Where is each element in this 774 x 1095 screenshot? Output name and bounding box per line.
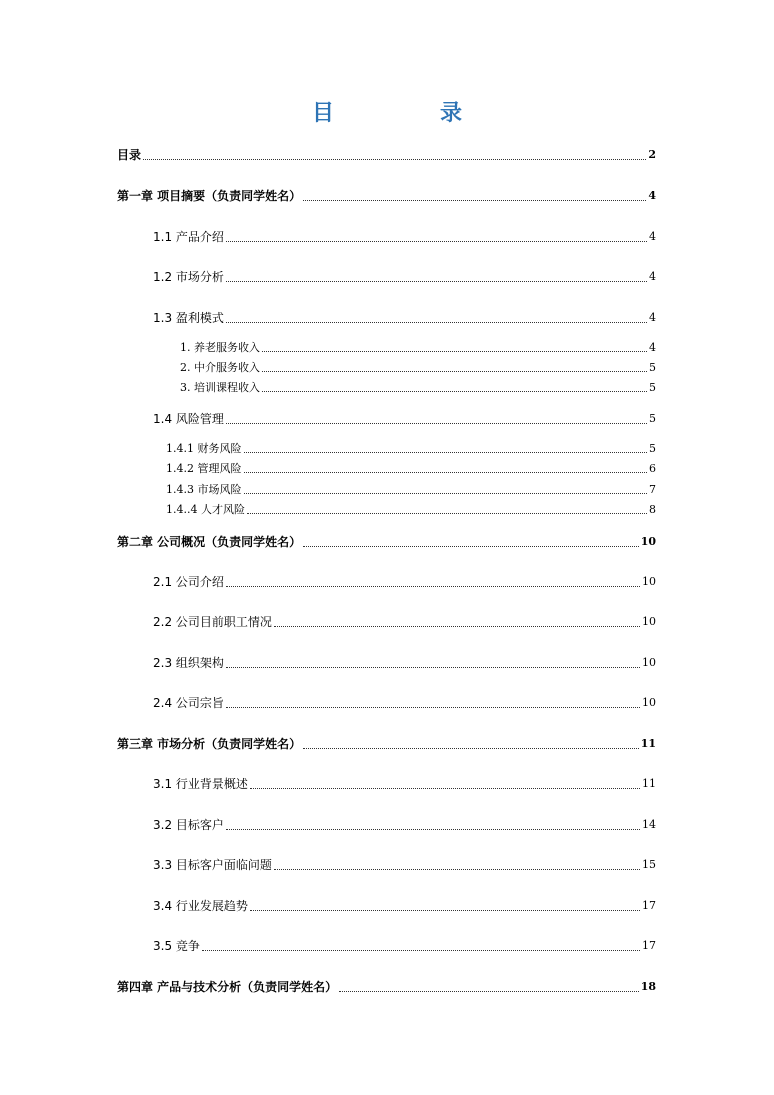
toc-entry-label: 1. 养老服务收入 (180, 341, 260, 354)
toc-page-number: 2 (648, 148, 656, 161)
toc-entry-section-1-2[interactable] (153, 268, 656, 286)
toc-entry-subsection-1-4-2[interactable] (166, 461, 656, 477)
dot-leader (250, 910, 640, 911)
toc-entry-section-2-2[interactable] (153, 613, 656, 631)
toc-entry-section-2-1[interactable] (153, 573, 656, 591)
toc-entry-section-3-2[interactable] (153, 816, 656, 834)
dot-leader (226, 423, 647, 424)
toc-entry-label: 3.3 目标客户面临问题 (153, 858, 272, 872)
toc-page-number: 10 (642, 575, 656, 588)
dot-leader (226, 322, 647, 323)
toc-entry-label: 2.1 公司介绍 (153, 575, 224, 589)
dot-leader (244, 472, 648, 473)
dot-leader (226, 829, 640, 830)
toc-entry-label: 2. 中介服务收入 (180, 361, 260, 374)
toc-page-number: 5 (649, 361, 656, 374)
dot-leader (262, 371, 647, 372)
toc-entry-label: 2.4 公司宗旨 (153, 696, 224, 710)
toc-page-number: 11 (640, 737, 656, 750)
toc-entry-label: 第三章 市场分析（负责同学姓名） (117, 737, 302, 751)
toc-entry-label: 1.4.1 财务风险 (166, 442, 242, 455)
toc-entry-contents[interactable] (117, 146, 656, 164)
toc-entry-section-1-3[interactable] (153, 309, 656, 327)
toc-entry-label: 1.1 产品介绍 (153, 230, 224, 244)
toc-entry-label: 3.4 行业发展趋势 (153, 899, 248, 913)
dot-leader (226, 586, 640, 587)
toc-entry-section-3-3[interactable] (153, 856, 656, 874)
toc-entry-label: 3.1 行业背景概述 (153, 777, 248, 791)
toc-entry-section-3-4[interactable] (153, 897, 656, 915)
toc-entry-subsection-1-4-4[interactable] (166, 502, 656, 518)
toc-page-number: 17 (642, 899, 656, 912)
dot-leader (274, 626, 640, 627)
toc-page-number: 4 (649, 311, 656, 324)
toc-entry-item-1[interactable] (180, 340, 656, 356)
toc-page-number: 10 (642, 696, 656, 709)
toc-entry-section-1-1[interactable] (153, 228, 656, 246)
toc-entry-section-2-3[interactable] (153, 654, 656, 672)
dot-leader (250, 788, 640, 789)
toc-entry-label: 1.4 风险管理 (153, 412, 224, 426)
dot-leader (226, 707, 640, 708)
toc-entry-label: 3.2 目标客户 (153, 818, 224, 832)
toc-entry-label: 1.3 盈利模式 (153, 311, 224, 325)
toc-entry-chapter-1[interactable] (117, 187, 656, 205)
toc-page-number: 14 (642, 818, 656, 831)
toc-entry-label: 3.5 竞争 (153, 939, 200, 953)
toc-entry-label: 3. 培训课程收入 (180, 381, 260, 394)
dot-leader (262, 391, 647, 392)
toc-entry-label: 1.4..4 人才风险 (166, 503, 245, 516)
toc-entry-section-3-1[interactable] (153, 775, 656, 793)
toc-page-number: 10 (642, 615, 656, 628)
toc-page-number: 15 (642, 858, 656, 871)
toc-entry-label: 1.2 市场分析 (153, 270, 224, 284)
toc-page-number: 5 (649, 442, 656, 455)
toc-page-number: 10 (640, 535, 656, 548)
toc-entry-subsection-1-4-1[interactable] (166, 441, 656, 457)
dot-leader (303, 546, 639, 547)
dot-leader (262, 351, 647, 352)
toc-entry-section-2-4[interactable] (153, 694, 656, 712)
toc-page-number: 4 (649, 270, 656, 283)
dot-leader (339, 991, 639, 992)
dot-leader (226, 241, 647, 242)
toc-entry-item-2[interactable] (180, 360, 656, 376)
dot-leader (244, 452, 648, 453)
toc-entry-section-1-4[interactable] (153, 410, 656, 428)
toc-entry-chapter-4[interactable] (117, 978, 656, 996)
toc-entry-item-3[interactable] (180, 380, 656, 396)
toc-page-number: 17 (642, 939, 656, 952)
toc-page-number: 4 (649, 341, 656, 354)
toc-page-number: 5 (649, 412, 656, 425)
toc-entry-label: 第四章 产品与技术分析（负责同学姓名） (117, 980, 338, 994)
toc-entry-label: 2.3 组织架构 (153, 656, 224, 670)
toc-page-number: 8 (649, 503, 656, 516)
dot-leader (247, 513, 647, 514)
toc-page-number: 4 (649, 230, 656, 243)
toc-page-number: 4 (648, 189, 656, 202)
toc-page-number: 6 (649, 462, 656, 475)
dot-leader (303, 748, 639, 749)
toc-entry-label: 2.2 公司目前职工情况 (153, 615, 272, 629)
toc-page-number: 10 (642, 656, 656, 669)
toc-entry-label: 目录 (117, 148, 142, 162)
toc-entry-section-3-5[interactable] (153, 937, 656, 955)
dot-leader (226, 667, 640, 668)
toc-page-number: 5 (649, 381, 656, 394)
toc-entry-label: 第一章 项目摘要（负责同学姓名） (117, 189, 302, 203)
toc-entry-label: 1.4.2 管理风险 (166, 462, 242, 475)
dot-leader (202, 950, 640, 951)
dot-leader (303, 200, 646, 201)
toc-entry-subsection-1-4-3[interactable] (166, 482, 656, 498)
dot-leader (244, 493, 648, 494)
toc-entry-label: 1.4.3 市场风险 (166, 483, 242, 496)
dot-leader (226, 281, 647, 282)
toc-entry-chapter-3[interactable] (117, 735, 656, 753)
toc-entry-label: 第二章 公司概况（负责同学姓名） (117, 535, 302, 549)
page-title: 目 录 (311, 101, 504, 126)
toc-entry-chapter-2[interactable] (117, 533, 656, 551)
dot-leader (274, 869, 640, 870)
toc-page-number: 7 (649, 483, 656, 496)
toc-page-number: 18 (640, 980, 656, 993)
toc-page-number: 11 (642, 777, 656, 790)
dot-leader (143, 159, 646, 160)
